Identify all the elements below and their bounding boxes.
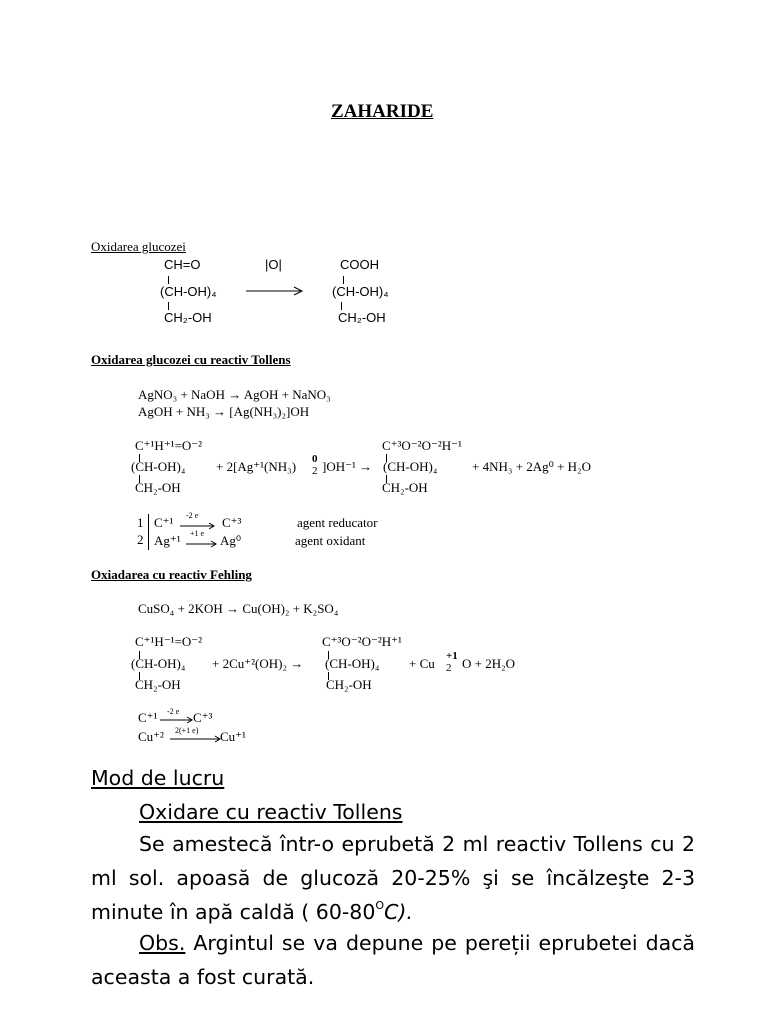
bond-line [341,302,342,310]
tollens-products: + 4NH₃ + 2Ag⁰ + H₂O [472,459,591,474]
fehling-line2-left: (CH-OH)₄ [131,656,186,671]
half-reaction-arrow [186,540,218,548]
carboxyl-group: COOH [340,257,379,272]
tollens-line2-left: (CH-OH)₄ [131,459,186,474]
fehling-half-1-left: C⁺¹ [138,710,158,725]
fehling-line2-tail: O + 2H₂O [462,656,516,671]
tollens-fraction-top: 0 [312,453,318,465]
section-heading-tollens: Oxidarea glucozei cu reactiv Tollens [91,352,291,367]
section-heading-fehling: Oxiadarea cu reactiv Fehling [91,567,252,582]
observation-label: Obs. [139,931,186,955]
fehling-line1-right: C⁺³O⁻²O⁻²H⁺¹ [322,634,402,649]
fehling-half-2-electrons: 2(+1 e) [175,726,199,735]
fehling-line3-left: CH₂-OH [135,677,181,692]
half-reaction-1-left: C⁺¹ [154,515,174,530]
half-reaction-index-1: 1 [137,515,144,530]
fehling-line1-left: C⁺¹H⁻¹=O⁻² [135,634,203,649]
terminal-left: CH₂-OH [164,310,212,325]
page-title: ZAHARIDE [331,101,434,122]
fehling-equation-1: CuSO₄ + 2KOH → Cu(OH)₂ + K₂SO₄ [138,601,339,616]
half-reaction-1-electrons: -2 e [186,511,199,520]
tollens-line1-left: C⁺¹H⁺¹=O⁻² [135,438,203,453]
half-reaction-2-electrons: +1 e [190,529,205,538]
section-heading-oxidation: Oxidarea glucozei [91,239,186,254]
fehling-half-2-left: Cu⁺² [138,729,164,744]
fehling-half-2-right: Cu⁺¹ [220,729,246,744]
bond-line [343,276,344,284]
fehling-fraction-bottom: 2 [446,662,452,674]
bond-line [168,276,169,284]
tollens-line2-reagent: + 2[Ag⁺¹(NH₃) [216,459,297,474]
tollens-line1-right: C⁺³O⁻²O⁻²H⁻¹ [382,438,462,453]
fehling-half-1-right: C⁺³ [193,710,213,725]
chain-left: (CH-OH)₄ [160,284,217,299]
tollens-line2-right: (CH-OH)₄ [383,459,438,474]
tollens-line3-left: CH₂-OH [135,480,181,495]
terminal-right: CH₂-OH [338,310,386,325]
procedure-heading: Mod de lucru [91,766,225,790]
half-reaction-index-2: 2 [137,532,144,547]
procedure-subheading: Oxidare cu reactiv Tollens [139,800,403,824]
half-reaction-2-right: Ag⁰ [220,533,242,548]
degree-sign: O [375,899,385,912]
fehling-half-1-electrons: -2 e [167,707,180,716]
agent-oxidant-label: agent oxidant [295,533,366,548]
procedure-text: Se amestecă într-o eprubetă 2 ml reactiv Tollens cu 2 ml sol. apoasă de glucoză 20-25% şi se încălzeşte 2-3 minute în apă caldă ( 60-80 [91,832,695,924]
tollens-fraction-bottom: 2 [312,465,318,477]
tollens-line3-right: CH₂-OH [382,480,428,495]
reaction-arrow [246,284,304,298]
observation-paragraph [91,926,695,994]
equation-1: AgNO₃ + NaOH → AgOH + NaNO₃ [138,387,331,402]
agent-reducator-label: agent reducator [297,515,378,530]
oxidant-label: |O| [265,257,282,272]
half-reaction-arrow [170,735,222,743]
aldehyde-group: CH=O [164,257,201,272]
fehling-line3-right: CH₂-OH [326,677,372,692]
fehling-line2-copper: + Cu [409,656,435,671]
fehling-line2-right: (CH-OH)₄ [325,656,380,671]
half-reaction-arrow [160,716,194,724]
half-reaction-2-left: Ag⁺¹ [154,533,181,548]
half-reaction-1-right: C⁺³ [222,515,242,530]
chain-right: (CH-OH)₄ [332,284,389,299]
observation-text: Argintul se va depune pe pereții eprubetei dacă aceasta a fost curată. [91,931,695,989]
equation-2: AgOH + NH₃ → [Ag(NH₃)₂]OH [138,404,310,419]
fehling-fraction-top: +1 [446,650,458,662]
procedure-text-end: C). [384,900,413,924]
procedure-paragraph [91,827,695,929]
bond-line [168,302,169,310]
tollens-line2-tail: ]OH⁻¹ → [322,459,373,474]
fehling-line2-reagent: + 2Cu⁺²(OH)₂ → [212,656,304,671]
separator-bar [148,514,149,550]
